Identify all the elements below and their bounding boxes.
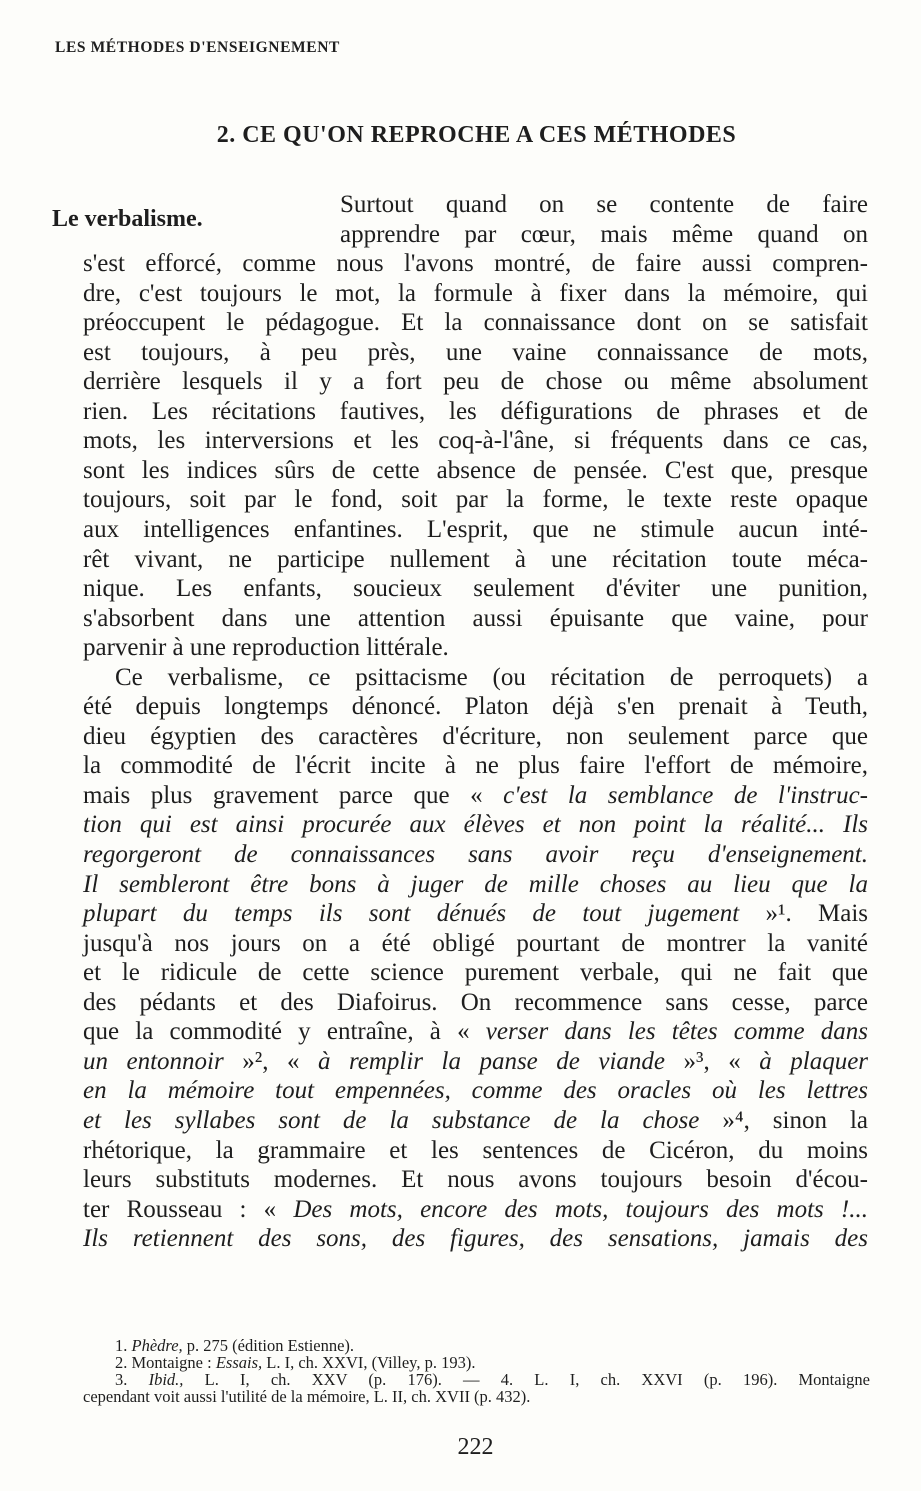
text-line	[83, 515, 868, 545]
text-segment: »⁴, sinon la	[699, 1106, 868, 1134]
text-segment: s'absorbent dans une attention aussi épuisante que vaine, pour	[83, 604, 868, 632]
footnote-line	[83, 1337, 870, 1354]
text-line	[83, 338, 868, 368]
text-line	[83, 279, 868, 309]
text-segment: 1.	[115, 1336, 132, 1355]
italic-text: Ils retiennent des sons, des figures, des sensations, jamais des	[83, 1225, 868, 1253]
section-title: 2. CE QU'ON REPROCHE A CES MÉTHODES	[216, 122, 737, 148]
text-line	[83, 1224, 868, 1254]
text-segment: 2. Montaigne :	[115, 1353, 216, 1372]
text-segment: Ce verbalisme, ce psittacisme (ou récitation de perroquets) a	[115, 663, 868, 691]
italic-text: regorgeront de connaissances sans avoir reçu d'enseignement.	[83, 841, 868, 869]
text-line	[83, 456, 868, 486]
italic-text: Phèdre,	[131, 1336, 183, 1355]
text-segment: préoccupent le pédagogue. Et la connaissance dont on se satisfait	[83, 309, 868, 337]
text-segment: des pédants et des Diafoirus. On recommence sans cesse, parce	[83, 988, 868, 1016]
text-segment: »², «	[223, 1047, 318, 1075]
text-segment: mots, les interversions et les coq-à-l'âne, si fréquents dans ce cas,	[83, 427, 868, 455]
italic-text: à plaquer	[759, 1047, 869, 1075]
text-segment: que la commodité y entraîne, à «	[83, 1018, 486, 1046]
text-segment: la commodité de l'écrit incite à ne plus faire l'effort de mémoire,	[83, 752, 868, 780]
text-segment: L. I, ch. XXVI, (Villey, p. 193).	[262, 1353, 476, 1372]
text-line	[83, 1136, 868, 1166]
text-line	[83, 604, 868, 634]
text-line	[83, 485, 868, 515]
italic-text: un entonnoir	[83, 1047, 224, 1075]
text-segment: jusqu'à nos jours on a été obligé pourtant de montrer la vanité	[83, 929, 868, 957]
text-segment: »¹. Mais	[739, 900, 868, 928]
text-line	[83, 545, 868, 575]
text-line	[83, 988, 868, 1018]
text-line	[83, 958, 868, 988]
text-line	[83, 308, 868, 338]
text-segment: »³, «	[665, 1047, 760, 1075]
text-segment: rêt vivant, ne participe nullement à une récitation toute méca-	[83, 545, 868, 573]
text-line	[83, 574, 868, 604]
text-line	[83, 1195, 868, 1225]
body-text	[83, 190, 868, 1254]
text-segment: été depuis longtemps dénoncé. Platon déjà s'en prenait à Teuth,	[83, 693, 868, 721]
italic-text: à remplir la panse de viande	[317, 1047, 666, 1075]
text-line	[83, 1165, 868, 1195]
text-segment: apprendre par cœur, mais même quand on	[340, 220, 868, 248]
text-segment: rhétorique, la grammaire et les sentences de Cicéron, du moins	[83, 1136, 868, 1164]
footnote-line	[83, 1354, 870, 1371]
text-line	[83, 810, 868, 840]
italic-text: verser dans les têtes comme dans	[485, 1018, 869, 1046]
running-head: LES MÉTHODES D'ENSEIGNEMENT	[55, 39, 340, 56]
text-line	[83, 1017, 868, 1047]
text-line	[83, 722, 868, 752]
text-segment: est toujours, à peu près, une vaine connaissance de mots,	[83, 338, 868, 366]
text-segment: rien. Les récitations fautives, les défigurations de phrases et de	[83, 397, 868, 425]
italic-text: et les syllabes sont de la substance de la chose	[83, 1106, 700, 1134]
text-segment: nique. Les enfants, soucieux seulement d'éviter une punition,	[83, 575, 868, 603]
side-heading: Le verbalisme.	[52, 206, 203, 232]
text-segment: 3.	[115, 1370, 149, 1389]
footnotes	[83, 1337, 870, 1405]
text-line	[83, 751, 868, 781]
text-segment: et le ridicule de cette science purement verbale, qui ne fait que	[83, 959, 868, 987]
footnote-line	[83, 1388, 870, 1405]
text-line	[83, 190, 868, 220]
text-segment: p. 275 (édition Estienne).	[182, 1336, 355, 1355]
text-segment: toujours, soit par le fond, soit par la forme, le texte reste opaque	[83, 486, 868, 514]
text-segment: L. I, ch. XXV (p. 176). — 4. L. I, ch. XXVI (p. 196). Montaigne	[183, 1370, 870, 1389]
italic-text: Il sembleront être bons à juger de mille choses au lieu que la	[83, 870, 868, 898]
text-line	[83, 1106, 868, 1136]
italic-text: Des mots, encore des mots, toujours des mots !...	[293, 1195, 869, 1223]
text-line	[83, 633, 868, 663]
text-line	[83, 929, 868, 959]
italic-text: Ibid.,	[148, 1370, 184, 1389]
text-segment: s'est efforcé, comme nous l'avons montré, de faire aussi compren-	[83, 250, 868, 278]
text-line	[83, 426, 868, 456]
text-segment: dieu égyptien des caractères d'écriture, non seulement parce que	[83, 722, 868, 750]
page-number: 222	[457, 1434, 494, 1460]
italic-text: en la mémoire tout empennées, comme des oracles où les lettres	[83, 1077, 868, 1105]
text-segment: leurs substituts modernes. Et nous avons toujours besoin d'écou-	[83, 1166, 868, 1194]
text-segment: cependant voit aussi l'utilité de la mémoire, L. II, ch. XVII (p. 432).	[83, 1387, 531, 1406]
text-line	[83, 367, 868, 397]
italic-text: plupart du temps ils sont dénués de tout jugement	[83, 900, 740, 928]
text-line	[83, 781, 868, 811]
text-segment: parvenir à une reproduction littérale.	[83, 634, 449, 662]
text-line	[83, 899, 868, 929]
text-line	[83, 870, 868, 900]
text-line	[83, 840, 868, 870]
text-line	[83, 1047, 868, 1077]
text-segment: mais plus gravement parce que «	[83, 781, 504, 809]
text-line	[83, 220, 868, 250]
text-segment: Surtout quand on se contente de faire	[340, 191, 868, 218]
text-segment: aux intelligences enfantines. L'esprit, que ne stimule aucun inté-	[83, 516, 868, 544]
text-line	[83, 249, 868, 279]
text-segment: derrière lesquels il y a fort peu de chose ou même absolument	[83, 368, 868, 396]
footnote-line	[83, 1371, 870, 1388]
italic-text: tion qui est ainsi procurée aux élèves et non point la réalité... Ils	[83, 811, 868, 839]
italic-text: Essais,	[215, 1353, 263, 1372]
text-line	[83, 692, 868, 722]
text-line	[83, 397, 868, 427]
text-line	[83, 663, 868, 693]
text-segment: ter Rousseau : «	[83, 1195, 294, 1223]
text-line	[83, 1076, 868, 1106]
text-segment: dre, c'est toujours le mot, la formule à fixer dans la mémoire, qui	[83, 279, 868, 307]
italic-text: c'est la semblance de l'instruc-	[503, 781, 868, 809]
text-segment: sont les indices sûrs de cette absence de pensée. C'est que, presque	[83, 456, 868, 484]
